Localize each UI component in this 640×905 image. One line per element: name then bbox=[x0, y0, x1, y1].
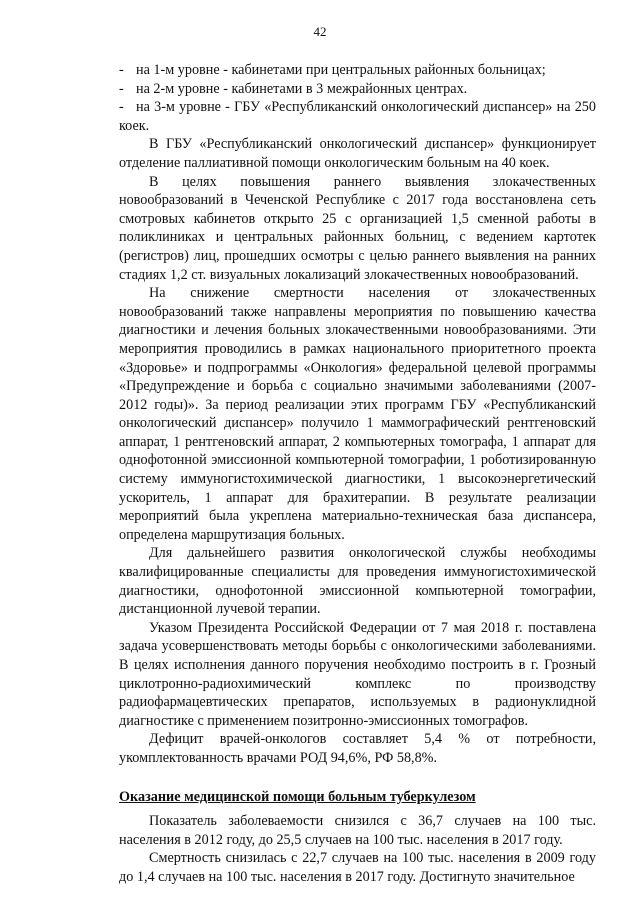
paragraph-screening: В целях повышения раннего выявления злокачественных новообразований в Чеченской Республике с 2017 года восстановлена сеть смотровых кабинетов открыто 25 с организацией 1,5 сменной работы в поликлиниках и центральных районных больниц, с ведением картотек (регистров) лиц, прошедших осмотры с целью раннего выявления на ранних стадиях 1,2 ст. визуальных локализаций злокачественных новообразований. bbox=[119, 173, 596, 283]
list-dash: - bbox=[119, 99, 124, 116]
section-spacer bbox=[119, 768, 596, 788]
list-item-level-2 bbox=[119, 80, 596, 99]
page-number: 42 bbox=[313, 24, 327, 39]
section-heading-tuberculosis: Оказание медицинской помощи больным туберкулезом bbox=[119, 788, 476, 805]
paragraph-palliative: В ГБУ «Республиканский онкологический диспансер» функционирует отделение паллиативной помощи онкологическим больным на 40 коек. bbox=[119, 136, 596, 171]
list-item-text: на 3-м уровне - ГБУ «Республиканский онкологический диспансер» на 250 коек. bbox=[119, 99, 596, 134]
list-item-level-1 bbox=[119, 61, 596, 80]
list-item-text: на 1-м уровне - кабинетами при центральных районных больницах; bbox=[136, 62, 546, 78]
paragraph-specialists: Для дальнейшего развития онкологической службы необходимы квалифицированные специалисты для проведения иммуногистохимической диагностики, однофотонной эмиссионной компьютерной томографии, дистанционной лучевой терапии. bbox=[119, 545, 596, 618]
paragraph-presidential-decree: Указом Президента Российской Федерации от 7 мая 2018 г. поставлена задача усовершенствовать методы борьбы с онкологическими заболеваниями. В целях исполнения данного поручения необходимо построить в г. Грозный циклотронно-радиохимический комплекс по производству радиофармацевтических препаратов, используемых в радионуклидной диагностике с применением позитронно-эмиссионных томографов. bbox=[119, 619, 596, 729]
list-dash: - bbox=[119, 62, 124, 78]
paragraph-tb-mortality: Смертность снизилась с 22,7 случаев на 100 тыс. населения в 2009 году до 1,4 случаев на 100 тыс. населения в 2017 году. Достигнуто значительное bbox=[119, 850, 596, 885]
list-item-text: на 2-м уровне - кабинетами в 3 межрайонных центрах. bbox=[136, 80, 468, 97]
paragraph-mortality-measures: На снижение смертности населения от злокачественных новообразований также направлены мероприятия по повышению качества диагностики и лечения больных злокачественными новообразованиями. Эти мероприятия проводились в рамках национального приоритетного проекта «Здоровье» и подпрограммы «Онкология» федеральной целевой программы «Предупреждение и борьба с социально значимыми заболеваниями (2007-2012 годы)». За период реализации этих программ ГБУ «Республиканский онкологический диспансер» получило 1 маммографический рентгеновский аппарат, 1 рентгеновский аппарат, 2 компьютерных томографа, 1 аппарат для однофотонной эмиссионной компьютерной томографии, 1 роботизированную систему иммуногистохимической диагностики, 1 высокоэнергетический ускоритель, 1 аппарат для брахитерапии. В результате реализации мероприятий была укреплена материально-техническая база диспансера, определена маршрутизация больных. bbox=[119, 285, 596, 543]
list-item-level-3 bbox=[119, 98, 596, 135]
paragraph-oncologist-deficit: Дефицит врачей-онкологов составляет 5,4 % от потребности, укомплектованность врачами РОД 94,6%, РФ 58,8%. bbox=[119, 731, 596, 766]
paragraph-tb-incidence: Показатель заболеваемости снизился с 36,7 случаев на 100 тыс. населения в 2012 году, до 25,5 случаев на 100 тыс. населения в 2017 году. bbox=[119, 813, 596, 848]
document-body bbox=[119, 61, 596, 887]
list-dash: - bbox=[119, 80, 124, 97]
